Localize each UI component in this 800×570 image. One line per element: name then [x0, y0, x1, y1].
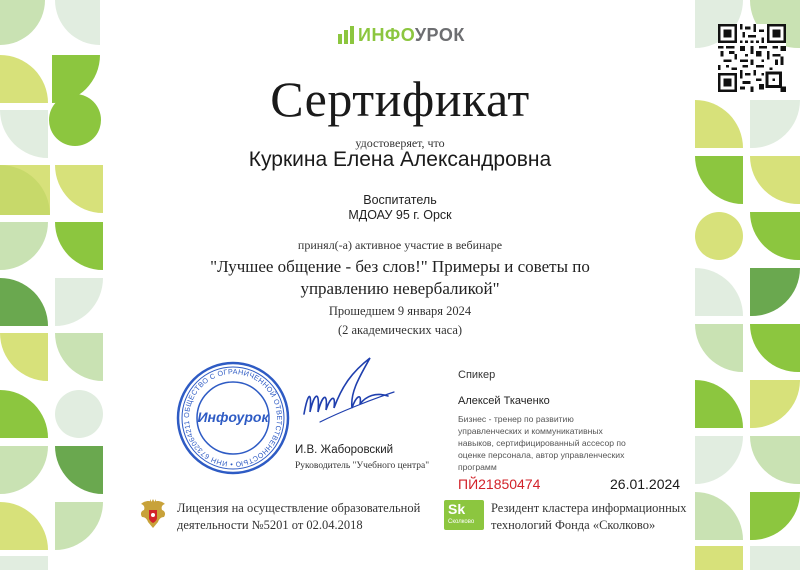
stamp-seal-icon [175, 360, 291, 476]
license-line-2: деятельности №5201 от 02.04.2018 [177, 518, 363, 532]
participation-text: принял(-а) активное участие в вебинаре [297, 238, 503, 252]
position-organization: МДОАУ 95 г. Орск [348, 208, 452, 222]
logo-text-prefix: ИНФО [358, 24, 415, 45]
speaker-bio: Бизнес - тренер по развитию управленческих и коммуникативных навыков, сертифицированный ассесор по оценке персонала, автор управленческих программ [458, 414, 626, 472]
logo-text-suffix: УРОК [414, 24, 465, 45]
certificate-date: 26.01.2024 [610, 476, 681, 492]
recipient-position [0, 193, 800, 223]
infourok-logo [338, 24, 465, 46]
skolkovo-logo-icon [444, 500, 484, 530]
skolkovo-logo-big: Sk [448, 501, 466, 517]
webinar-title: "Лучшее общение - без слов!" Примеры и советы по управлению невербаликой" [210, 257, 590, 298]
logo-text [358, 25, 465, 46]
skolkovo-line-2: технологий Фонда «Сколково» [491, 518, 656, 532]
certificate-title: Сертификат [270, 71, 530, 127]
license-text [177, 500, 420, 534]
stamp-center-text: Инфоурок [197, 409, 269, 425]
skolkovo-logo-small: Сколково [448, 519, 475, 525]
webinar-hours: (2 академических часа) [337, 323, 463, 337]
speaker-name: Алексей Ткаченко [458, 395, 550, 407]
signature-icon [290, 352, 400, 442]
certifies-text: удостоверяет, что [355, 136, 445, 150]
license-line-1: Лицензия на осуществление образовательной [177, 501, 421, 515]
recipient-name: Куркина Елена Александровна [248, 148, 552, 171]
infourok-logo-icon [338, 26, 354, 44]
speaker-label: Спикер [458, 369, 496, 381]
skolkovo-line-1: Резидент кластера информационных [491, 501, 687, 515]
certificate-id: ПЙ21850474 [458, 476, 541, 492]
webinar-date: Прошедшем 9 января 2024 [328, 304, 472, 318]
position-title: Воспитатель [363, 193, 437, 207]
stamp-ring-text: ОБЩЕСТВО С ОГРАНИЧЕННОЙ ОТВЕТСТВЕННОСТЬЮ • ИНН 6732064211 [181, 366, 285, 470]
head-name: И.В. Жаборовский [295, 444, 394, 456]
skolkovo-text [491, 500, 686, 534]
head-role: Руководитель "Учебного центра" [295, 461, 430, 471]
russia-emblem-icon [138, 498, 168, 532]
